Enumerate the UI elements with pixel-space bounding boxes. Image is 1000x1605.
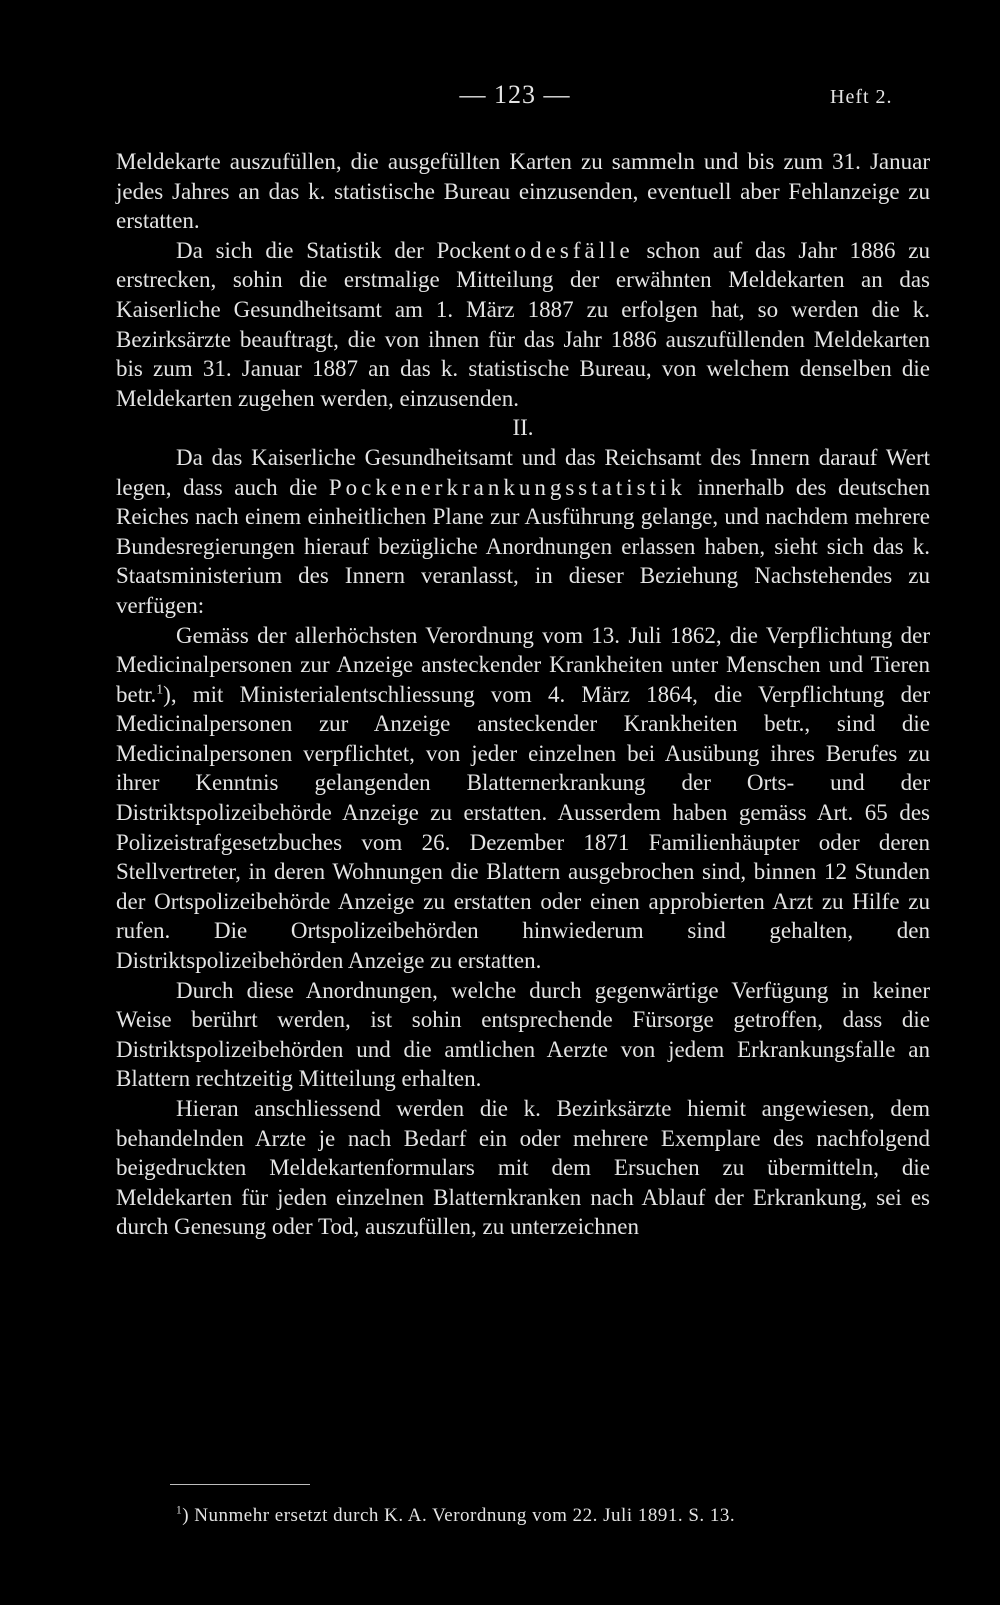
paragraph-3 [116,443,930,621]
paragraph-5-text: Durch diese Anordnungen, welche durch gegenwärtige Verfügung in keiner Weise berührt werden, ist sohin entsprechende Fürsorge getroffen, dass die Distriktspolizeibehörden und die amtlichen Aerzte von jedem Erkrankungsfalle an Blattern rechtzeitig Mitteilung erhalten. [116,977,930,1092]
spaced-term-pockenerkrankungsstatistik: Pockenerkrankungsstatistik [328,474,686,500]
paragraph-4-text-b: ), mit Ministerialentschliessung vom 4. März 1864, die Verpflichtung der Medicinalpersonen zur Anzeige ansteckender Krankheiten betr., sind die Medicinalpersonen verpflichtet, von jeder einzelnen bei Ausübung ihres Berufes zu ihrer Kenntnis gelangenden Blatternerkrankung der Orts- und der Distriktspolizeibehörde Anzeige zu erstatten. Ausserdem haben gemäss Art. 65 des Polizeistrafgesetzbuches vom 26. Dezember 1871 Familienhäupter oder deren Stellvertreter, in deren Wohnungen die Blattern ausgebrochen sind, binnen 12 Stunden der Ortspolizeibehörde Anzeige zu erstatten oder einen approbierten Arzt zu Hilfe zu rufen. Die Ortspolizeibehörden hinwiederum sind gehalten, den Distriktspolizeibehörden Anzeige zu erstatten. [116,681,930,974]
section-heading: II. [512,415,534,441]
paragraph-1 [116,147,930,236]
footnote-marker: 1 [176,1504,183,1517]
paragraph-2 [116,236,930,414]
footnote [176,1504,936,1528]
paragraph-2-text-a: Da sich die Statistik der Pocken [176,237,505,263]
paragraph-3-text-b: innerhalb des deutschen Reiches nach einem einheitlichen Plane zur Ausführung gelange, und nachdem mehrere Bundesregierungen hierauf bezügliche Anordnungen erlassen haben, sieht sich das k. Staatsministerium des Innern veranlasst, in dieser Beziehung Nachstehendes zu verfügen: [116,474,930,618]
footnote-reference[interactable]: 1 [156,681,164,697]
page-header [0,80,1000,120]
paragraph-5 [116,976,930,1094]
paragraph-4-text-a: Gemäss der allerhöchsten Verordnung vom 13. Juli 1862, die Verpflichtung der Medicinalpersonen zur Anzeige ansteckender Krankheiten unter Menschen und Tieren betr. [116,622,930,707]
paragraph-2-text-b: schon auf das Jahr 1886 zu erstrecken, sohin die erstmalige Mitteilung der erwähnten Meldekarten an das Kaiserliche Gesundheitsamt am 1. März 1887 zu erfolgen hat, so werden die k. Bezirksärzte beauftragt, die von ihnen für das Jahr 1886 auszufüllenden Meldekarten bis zum 31. Januar 1887 an das k. statistische Bureau, von welchem denselben die Meldekarten zugehen werden, einzusenden. [116,237,930,411]
spaced-term-todesfaelle: todesfälle [504,237,634,263]
page-number: — 123 — [459,80,571,109]
footnote-text: ) Nunmehr ersetzt durch K. A. Verordnung vom 22. Juli 1891. S. 13. [182,1505,736,1526]
paragraph-6-text: Hieran anschliessend werden die k. Bezirksärzte hiemit angewiesen, dem behandelnden Arzte je nach Bedarf ein oder mehrere Exemplare des nachfolgend beigedruckten Meldekartenformulars mit dem Ersuchen zu übermitteln, die Meldekarten für jeden einzelnen Blatternkranken nach Ablauf der Erkrankung, sei es durch Genesung oder Tod, auszufüllen, zu unterzeichnen [116,1096,930,1240]
paragraph-4 [116,621,930,976]
issue-label: Heft 2. [830,86,893,108]
body-text [116,147,930,1242]
paragraph-1-text: Meldekarte auszufüllen, die ausgefüllten Karten zu sammeln und bis zum 31. Januar jedes Jahres an das k. statistische Bureau einzusenden, eventuell aber Fehlanzeige zu erstatten. [116,149,930,234]
footnote-divider [170,1484,310,1485]
paragraph-3-text-a: Da das Kaiserliche Gesundheitsamt und das Reichsamt des Innern darauf Wert legen, dass auch die [116,444,930,500]
paragraph-6 [116,1094,930,1242]
